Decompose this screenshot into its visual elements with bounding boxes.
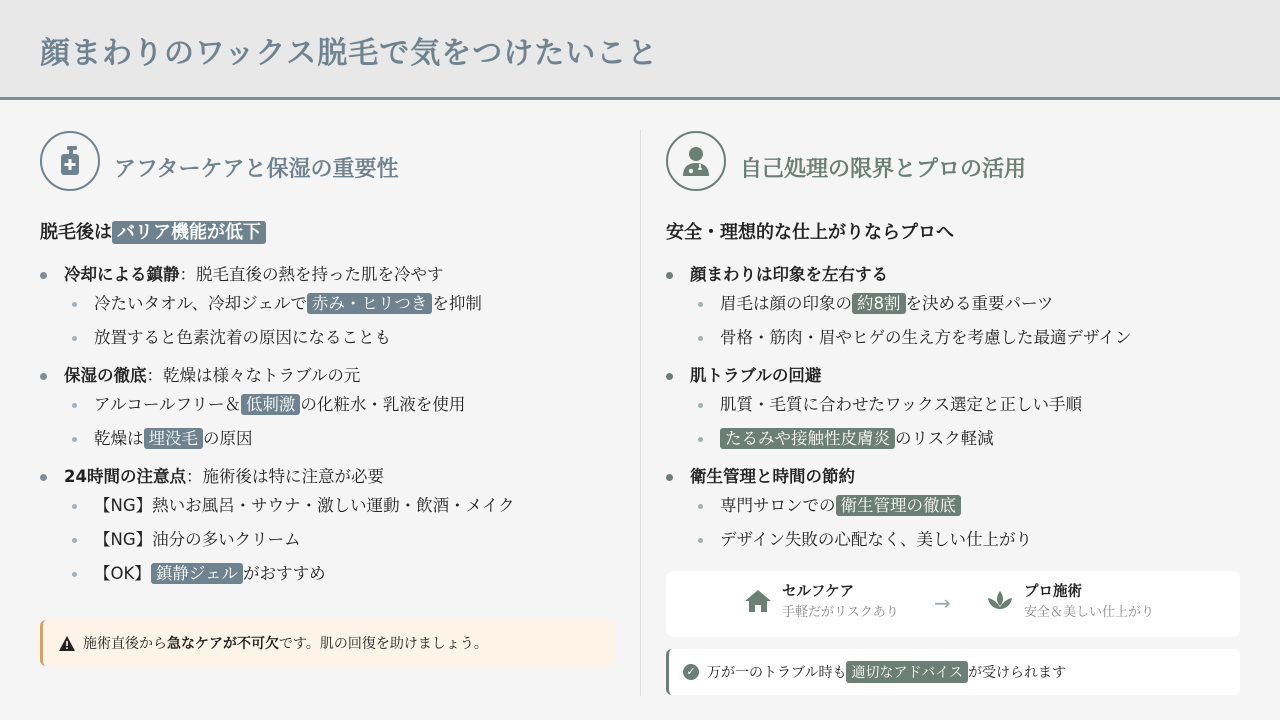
column-divider: [640, 130, 641, 696]
sub-text: 冷たいタオル、冷却ジェルで: [94, 294, 307, 313]
sub-text: を決める重要パーツ: [905, 294, 1054, 313]
left-subhead-highlight: バリア機能が低下: [112, 221, 266, 244]
sub-list-item: [666, 321, 1240, 355]
list-item: [666, 464, 1240, 489]
left-list: [40, 262, 618, 591]
sub-text: のリスク軽減: [895, 429, 994, 448]
list-item: [40, 262, 618, 287]
left-column: [40, 128, 618, 583]
sub-list-item: [40, 388, 618, 422]
list-item: [40, 363, 618, 388]
sub-text: の原因: [203, 429, 253, 448]
sub-list-item: [666, 388, 1240, 422]
sub-list-item: [666, 287, 1240, 321]
pump-bottle-icon: [40, 131, 100, 191]
note-text: が受けられます: [968, 665, 1067, 681]
header: [0, 0, 1280, 100]
check-circle-icon: ✓: [683, 664, 699, 680]
flow-to: [986, 581, 1154, 623]
sub-highlight: 衛生管理の徹底: [836, 495, 962, 516]
right-section-header: [666, 128, 1240, 192]
sub-text: デザイン失敗の心配なく、美しい仕上がり: [720, 530, 1033, 549]
item-bold: 保湿の徹底: [64, 366, 147, 385]
right-list: [666, 262, 1240, 557]
flow-from: [744, 581, 899, 623]
note-text: 万が一のトラブル時も: [707, 665, 847, 681]
sub-list-item: [40, 489, 618, 523]
sub-highlight: たるみや接触性皮膚炎: [720, 428, 895, 449]
home-icon: [744, 589, 772, 613]
sub-text: 放置すると色素沈着の原因になることも: [94, 328, 391, 347]
comparison-flow: [666, 571, 1240, 637]
sub-list-item: [40, 523, 618, 557]
list-item: [666, 262, 1240, 287]
arrow-right-icon: →: [934, 591, 951, 615]
left-section-header: [40, 128, 618, 192]
item-text: ：脱毛直後の熱を持った肌を冷やす: [179, 265, 444, 284]
item-bold: 24時間の注意点: [64, 467, 186, 486]
sub-list-item: [40, 321, 618, 355]
sub-text: 乾燥は: [94, 429, 144, 448]
sub-text: アルコールフリー＆: [94, 395, 241, 414]
left-section-title: アフターケアと保湿の重要性: [114, 157, 399, 182]
sub-list-item: [666, 489, 1240, 523]
right-subhead: 安全・理想的な仕上がりならプロへ: [666, 222, 954, 243]
warning-icon: [59, 636, 75, 651]
sub-text: 【NG】熱いお風呂・サウナ・激しい運動・飲酒・メイク: [94, 496, 515, 515]
left-subhead: [40, 218, 266, 244]
item-text: ：乾燥は様々なトラブルの元: [146, 366, 361, 385]
sub-text: 骨格・筋肉・眉やヒゲの生え方を考慮した最適デザイン: [720, 328, 1132, 347]
warning-text: です。肌の回復を助けましょう。: [279, 636, 488, 652]
item-bold: 肌トラブルの回避: [690, 366, 822, 385]
item-bold: 衛生管理と時間の節約: [690, 467, 855, 486]
sub-list-item: [40, 422, 618, 456]
sub-text: 専門サロンでの: [720, 496, 836, 515]
flow-to-sub: 安全＆美しい仕上がり: [1024, 605, 1155, 620]
sub-highlight: 赤み・ヒリつき: [307, 293, 433, 314]
sub-highlight: 埋没毛: [144, 428, 204, 449]
item-bold: 顔まわりは印象を左右する: [690, 265, 888, 284]
list-item: [40, 464, 618, 489]
sub-text: 眉毛は顔の印象の: [720, 294, 852, 313]
sub-text: 肌質・毛質に合わせたワックス選定と正しい手順: [720, 395, 1083, 414]
sub-list-item: [666, 422, 1240, 456]
page-title: 顔まわりのワックス脱毛で気をつけたいこと: [40, 36, 659, 71]
warning-bold: 急なケアが不可欠: [167, 636, 279, 652]
left-subhead-prefix: 脱毛後は: [40, 222, 112, 243]
sub-list-item: [666, 523, 1240, 557]
sub-text: を抑制: [432, 294, 482, 313]
flow-to-title: プロ施術: [1024, 584, 1082, 600]
list-item: [666, 363, 1240, 388]
item-bold: 冷却による鎮静: [64, 265, 180, 284]
sub-text: がおすすめ: [242, 564, 326, 583]
doctor-icon: [666, 131, 726, 191]
lotus-icon: [986, 589, 1014, 611]
flow-from-sub: 手軽だがリスクあり: [782, 605, 899, 620]
sub-list-item: [40, 287, 618, 321]
warning-text: 施術直後から: [83, 636, 167, 652]
sub-list-item: [40, 557, 618, 591]
right-section-title: 自己処理の限界とプロの活用: [740, 157, 1027, 182]
note-highlight: 適切なアドバイス: [846, 661, 968, 683]
warning-box: [40, 620, 616, 666]
right-column: [666, 128, 1240, 549]
note-box: [666, 649, 1240, 695]
sub-text: 【OK】: [94, 564, 151, 583]
sub-highlight: 低刺激: [241, 394, 301, 415]
sub-highlight: 約8割: [852, 293, 906, 314]
sub-highlight: 鎮静ジェル: [151, 563, 243, 584]
flow-from-title: セルフケア: [782, 584, 855, 600]
item-text: ：施術後は特に注意が必要: [185, 467, 384, 486]
sub-text: の化粧水・乳液を使用: [300, 395, 466, 414]
sub-text: 【NG】油分の多いクリーム: [94, 530, 301, 549]
